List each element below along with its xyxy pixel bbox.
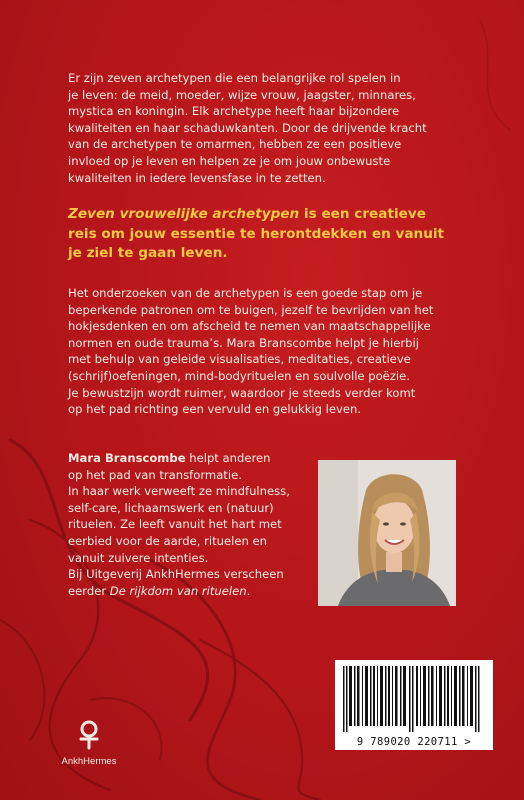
highlight-text: is een creatieve — [299, 206, 426, 222]
description-paragraph — [68, 285, 468, 418]
intro-line: invloed op je leven en helpen ze je om jouw onbewuste — [68, 153, 391, 168]
intro-line: je leven: de meid, moeder, wijze vrouw, jaagster, minnares, — [68, 87, 416, 102]
description-line: normen en oude trauma’s. Mara Branscombe helpt je hierbij — [68, 335, 419, 350]
description-line: (schrijf)oefeningen, mind-bodyrituelen en soulvolle poëzie. — [68, 368, 410, 383]
bio-line — [68, 450, 308, 467]
bio-line: self-care, lichaamswerk en (natuur) — [68, 500, 274, 515]
intro-line: Er zijn zeven archetypen die een belangrijke rol spelen in — [68, 71, 401, 85]
bio-line: In haar werk verweeft ze mindfulness, — [68, 484, 290, 499]
barcode-bars — [343, 666, 485, 732]
description-line: beperkende patronen om te buigen, jezelf te bevrijden van het — [68, 302, 434, 317]
bio-line: op het pad van transformatie. — [68, 467, 242, 482]
highlight-line — [68, 205, 468, 225]
bio-line: eerbied voor de aarde, rituelen en — [68, 533, 267, 548]
description-line: op het pad richting een vervuld en gelukkig leven. — [68, 402, 362, 417]
book-title-italic: Zeven vrouwelijke archetypen — [68, 206, 300, 222]
bio-text: . — [246, 583, 251, 598]
description-line: Het onderzoeken van de archetypen is een goede stap om je — [68, 286, 423, 300]
bio-text: helpt anderen — [185, 451, 271, 465]
author-bio — [68, 450, 308, 599]
highlight-paragraph — [68, 205, 468, 264]
bio-line: Bij Uitgeverij AnkhHermes verscheen — [68, 567, 284, 582]
bio-text: eerder — [68, 583, 110, 598]
highlight-line: reis om jouw essentie te herontdekken en vanuit — [68, 225, 445, 242]
intro-line: kwaliteiten in iedere levensfase in te zetten. — [68, 170, 326, 185]
bio-line: rituelen. Ze leeft vanuit het hart met — [68, 517, 282, 532]
author-photo — [318, 460, 456, 606]
description-line: hokjesdenken en om afscheid te nemen van maatschappelijke — [68, 319, 431, 334]
description-line: Je bewustzijn wordt ruimer, waardoor je steeds verder komt — [68, 385, 416, 400]
highlight-line: je ziel te gaan leven. — [68, 245, 228, 262]
author-portrait-illustration — [318, 460, 456, 606]
previous-book-title: De rijkdom van rituelen — [109, 583, 247, 598]
intro-line: van de archetypen te omarmen, hebben ze een positieve — [68, 137, 402, 152]
intro-line: mystica en koningin. Elk archetype heeft haar bijzondere — [68, 104, 400, 119]
isbn-barcode — [335, 660, 493, 750]
publisher-name: AnkhHermes — [61, 756, 117, 767]
intro-line: kwaliteiten en haar schaduwkanten. Door de drijvende kracht — [68, 120, 427, 135]
description-line: met behulp van geleide visualisaties, meditaties, creatieve — [68, 352, 411, 367]
author-name: Mara Branscombe — [68, 451, 186, 465]
bio-line — [68, 583, 308, 600]
ankh-icon — [75, 720, 103, 750]
bio-line: vanuit zuivere intenties. — [68, 550, 209, 565]
publisher-logo — [54, 720, 124, 767]
intro-paragraph — [68, 70, 468, 186]
isbn-number: 9 789020 220711 > — [356, 736, 472, 748]
